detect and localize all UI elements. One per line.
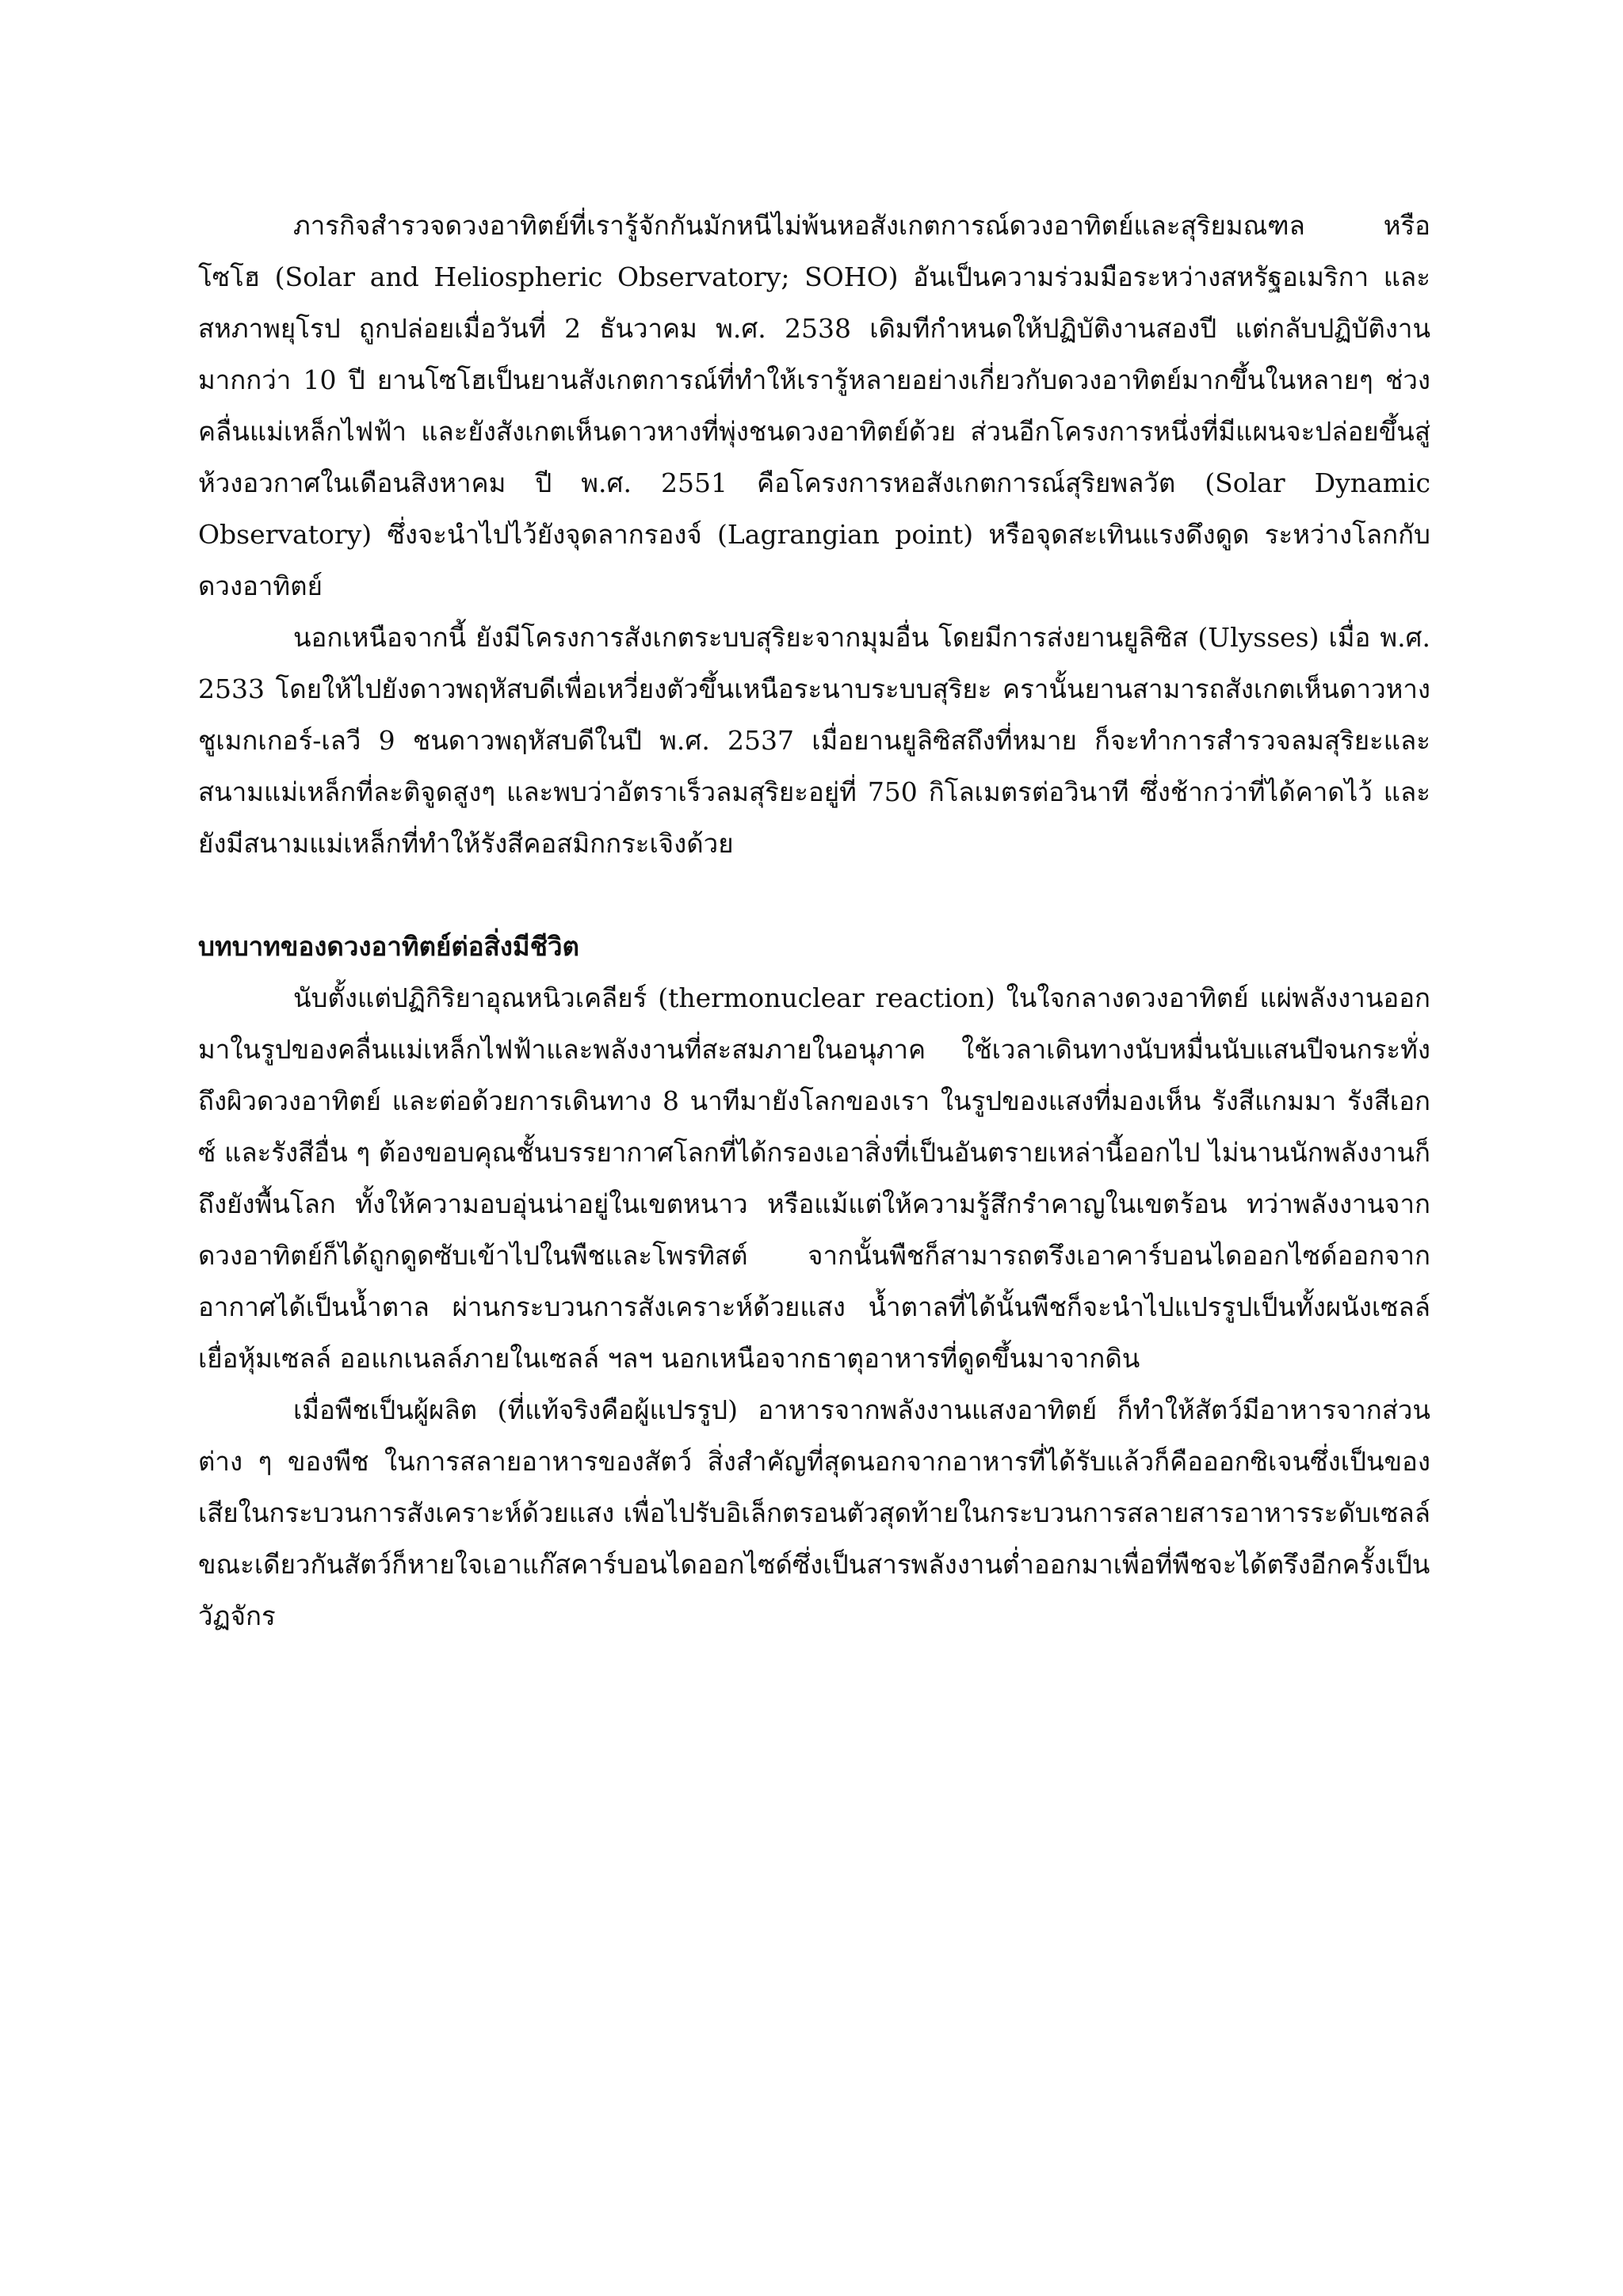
- paragraph-ulysses: นอกเหนือจากนี้ ยังมีโครงการสังเกตระบบสุริยะจากมุมอื่น โดยมีการส่งยานยูลิซิส (Ulysses) เมื่อ พ.ศ. 2533 โดยให้ไปยังดาวพฤหัสบดีเพื่อเหวี่ยงตัวขึ้นเหนือระนาบระบบสุริยะ ครานั้นยานสามารถสังเกตเห็นดาวหางชูเมกเกอร์-เลวี 9 ชนดาวพฤหัสบดีในปี พ.ศ. 2537 เมื่อยานยูลิซิสถึงที่หมาย ก็จะทำการสำรวจลมสุริยะและสนามแม่เหล็กที่ละติจูดสูงๆ และพบว่าอัตราเร็วลมสุริยะอยู่ที่ 750 กิโลเมตรต่อวินาที ซึ่งช้ากว่าที่ได้คาดไว้ และยังมีสนามแม่เหล็กที่ทำให้รังสีคอสมิกกระเจิงด้วย: [198, 622, 1430, 859]
- section-spacer: [198, 869, 1430, 921]
- paragraph-soho: ภารกิจสำรวจดวงอาทิตย์ที่เรารู้จักกันมักหนีไม่พ้นหอสังเกตการณ์ดวงอาทิตย์และสุริยมณฑล หรือ โซโฮ (Solar and Heliospheric Observatory; SOHO) อันเป็นความร่วมมือระหว่างสหรัฐอเมริกา และสหภาพยุโรป ถูกปล่อยเมื่อวันที่ 2 ธันวาคม พ.ศ. 2538 เดิมทีกำหนดให้ปฏิบัติงานสองปี แต่กลับปฏิบัติงานมากกว่า 10 ปี ยานโซโฮเป็นยานสังเกตการณ์ที่ทำให้เรารู้หลายอย่างเกี่ยวกับดวงอาทิตย์มากขึ้นในหลายๆ ช่วงคลื่นแม่เหล็กไฟฟ้า และยังสังเกตเห็นดาวหางที่พุ่งชนดวงอาทิตย์ด้วย ส่วนอีกโครงการหนึ่งที่มีแผนจะปล่อยขึ้นสู่ห้วงอวกาศในเดือนสิงหาคม ปี พ.ศ. 2551 คือโครงการหอสังเกตการณ์สุริยพลวัต (Solar Dynamic Observatory) ซึ่งจะนำไปไว้ยังจุดลากรองจ์ (Lagrangian point) หรือจุดสะเทินแรงดึงดูด ระหว่างโลกกับดวงอาทิตย์: [198, 210, 1430, 601]
- section-heading: บทบาทของดวงอาทิตย์ต่อสิ่งมีชีวิต: [198, 931, 579, 962]
- paragraph-thermonuclear: นับตั้งแต่ปฏิกิริยาอุณหนิวเคลียร์ (thermonuclear reaction) ในใจกลางดวงอาทิตย์ แผ่พลังงานออกมาในรูปของคลื่นแม่เหล็กไฟฟ้าและพลังงานที่สะสมภายในอนุภาค ใช้เวลาเดินทางนับหมื่นนับแสนปีจนกระทั่งถึงผิวดวงอาทิตย์ และต่อด้วยการเดินทาง 8 นาทีมายังโลกของเรา ในรูปของแสงที่มองเห็น รังสีแกมมา รังสีเอกซ์ และรังสีอื่น ๆ ต้องขอบคุณชั้นบรรยากาศโลกที่ได้กรองเอาสิ่งที่เป็นอันตรายเหล่านี้ออกไป ไม่นานนักพลังงานก็ถึงยังพื้นโลก ทั้งให้ความอบอุ่นน่าอยู่ในเขตหนาว หรือแม้แต่ให้ความรู้สึกรำคาญในเขตร้อน ทว่าพลังงานจากดวงอาทิตย์ก็ได้ถูกดูดซับเข้าไปในพืชและโพรทิสต์ จากนั้นพืชก็สามารถตรึงเอาคาร์บอนไดออกไซด์ออกจากอากาศได้เป็นน้ำตาล ผ่านกระบวนการสังเคราะห์ด้วยแสง น้ำตาลที่ได้นั้นพืชก็จะนำไปแปรรูปเป็นทั้งผนังเซลล์ เยื่อหุ้มเซลล์ ออแกเนลล์ภายในเซลล์ ฯลฯ นอกเหนือจากธาตุอาหารที่ดูดขึ้นมาจากดิน: [198, 982, 1430, 1374]
- document-body: [198, 200, 1430, 1642]
- paragraph-producers: เมื่อพืชเป็นผู้ผลิต (ที่แท้จริงคือผู้แปรรูป) อาหารจากพลังงานแสงอาทิตย์ ก็ทำให้สัตว์มีอาหารจากส่วนต่าง ๆ ของพืช ในการสลายอาหารของสัตว์ สิ่งสำคัญที่สุดนอกจากอาหารที่ได้รับแล้วก็คือออกซิเจนซึ่งเป็นของเสียในกระบวนการสังเคราะห์ด้วยแสง เพื่อไปรับอิเล็กตรอนตัวสุดท้ายในกระบวนการสลายสารอาหารระดับเซลล์ ขณะเดียวกันสัตว์ก็หายใจเอาแก๊สคาร์บอนไดออกไซด์ซึ่งเป็นสารพลังงานต่ำออกมาเพื่อที่พืชจะได้ตรึงอีกครั้งเป็นวัฏจักร: [198, 1394, 1430, 1631]
